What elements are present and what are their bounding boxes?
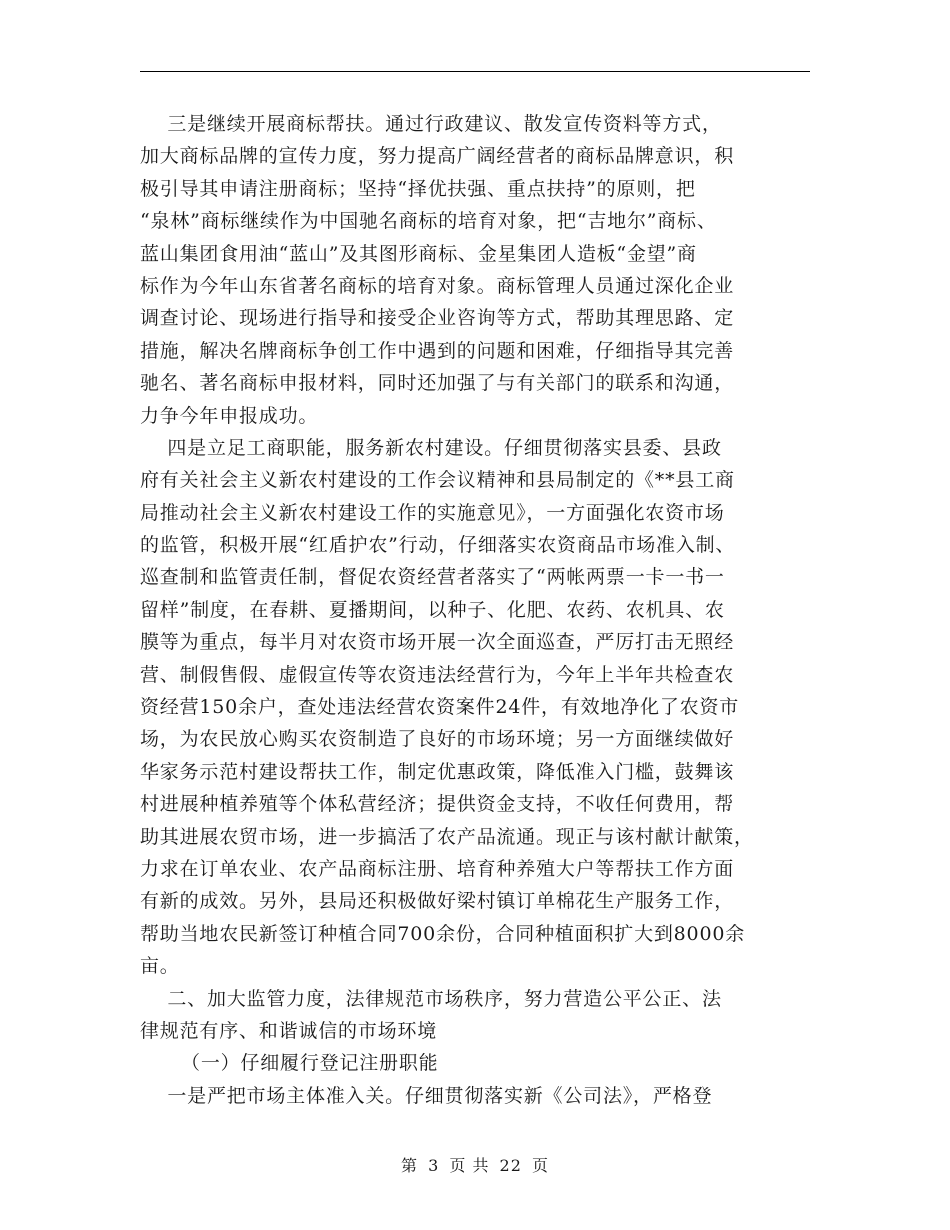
text-line: 局推动社会主义新农村建设工作的实施意见》，一方面强化农资市场 bbox=[140, 501, 725, 524]
text-line: 的监管，积极开展“红盾护农”行动，仔细落实农资商品市场准入制、 bbox=[140, 534, 736, 557]
page-footer bbox=[0, 1153, 950, 1176]
text-line: 驰名、著名商标申报材料，同时还加强了与有关部门的联系和沟通， bbox=[140, 372, 735, 395]
text-line: 措施，解决名牌商标争创工作中遇到的问题和困难，仔细指导其完善 bbox=[140, 339, 735, 362]
text-line: 力求在订单农业、农产品商标注册、培育种养殖大户等帮扶工作方面 bbox=[140, 857, 735, 880]
footer-current-page: 3 bbox=[428, 1156, 440, 1175]
text-line: 有新的成效。另外，县局还积极做好梁村镇订单棉花生产服务工作， bbox=[140, 890, 735, 913]
text-line: 助其进展农贸市场，进一步搞活了农产品流通。现正与该村献计献策， bbox=[140, 825, 754, 848]
text-line: 亩。 bbox=[140, 955, 180, 978]
text-line: 三是继续开展商标帮扶。通过行政建议、散发宣传资料等方式， bbox=[140, 113, 722, 135]
text-line: 加大商标品牌的宣传力度，努力提高广阔经营者的商标品牌意识，积 bbox=[140, 145, 735, 168]
footer-total-pages: 22 bbox=[499, 1156, 522, 1175]
text-line: 府有关社会主义新农村建设的工作会议精神和县局制定的《**县工商 bbox=[140, 469, 735, 492]
text-line: 膜等为重点，每半月对农资市场开展一次全面巡查，严厉打击无照经 bbox=[140, 631, 735, 654]
text-line: 资经营150余户，查处违法经营农资案件24件，有效地净化了农资市 bbox=[140, 696, 740, 719]
text-line: 律规范有序、和谐诚信的市场环境 bbox=[140, 1019, 438, 1042]
text-line: 二、加大监管力度，法律规范市场秩序，努力营造公平公正、法 bbox=[140, 987, 722, 1010]
text-line: 力争今年申报成功。 bbox=[140, 404, 319, 427]
text-line: 蓝山集团食用油“蓝山”及其图形商标、金星集团人造板“金望”商 bbox=[140, 242, 697, 265]
footer-suffix: 页 bbox=[532, 1156, 550, 1175]
text-line: 标作为今年山东省著名商标的培育对象。商标管理人员通过深化企业 bbox=[140, 274, 735, 297]
text-line: （一）仔细履行登记注册职能 bbox=[140, 1052, 439, 1075]
text-line: 极引导其申请注册商标；坚持“择优扶强、重点扶持”的原则，把 bbox=[140, 177, 696, 200]
text-line: 巡查制和监管责任制，督促农资经营者落实了“两帐两票一卡一书一 bbox=[140, 566, 725, 589]
text-line: 调查讨论、现场进行指导和接受企业咨询等方式，帮助其理思路、定 bbox=[140, 307, 735, 330]
footer-middle: 页 共 bbox=[449, 1156, 490, 1175]
text-line: 华家务示范村建设帮扶工作，制定优惠政策，降低准入门槛，鼓舞该 bbox=[140, 760, 735, 783]
text-line: 留样”制度，在春耕、夏播期间，以种子、化肥、农药、农机具、农 bbox=[140, 598, 725, 621]
text-line: 帮助当地农民新签订种植合同700余份，合同种植面积扩大到8000余 bbox=[140, 922, 746, 945]
text-line: 四是立足工商职能，服务新农村建设。仔细贯彻落实县委、县政 bbox=[140, 436, 722, 459]
footer-prefix: 第 bbox=[400, 1156, 418, 1175]
document-body bbox=[140, 108, 812, 1112]
header-rule bbox=[140, 71, 810, 72]
text-line: “泉林”商标继续作为中国驰名商标的培育对象，把“吉地尔”商标、 bbox=[140, 210, 717, 233]
text-line: 一是严把市场主体准入关。仔细贯彻落实新《公司法》，严格登 bbox=[140, 1084, 713, 1107]
text-line: 场，为农民放心购买农资制造了良好的市场环境；另一方面继续做好 bbox=[140, 728, 735, 751]
text-line: 村进展种植养殖等个体私营经济；提供资金支持，不收任何费用，帮 bbox=[140, 793, 735, 816]
text-line: 营、制假售假、虚假宣传等农资违法经营行为，今年上半年共检查农 bbox=[140, 663, 735, 686]
